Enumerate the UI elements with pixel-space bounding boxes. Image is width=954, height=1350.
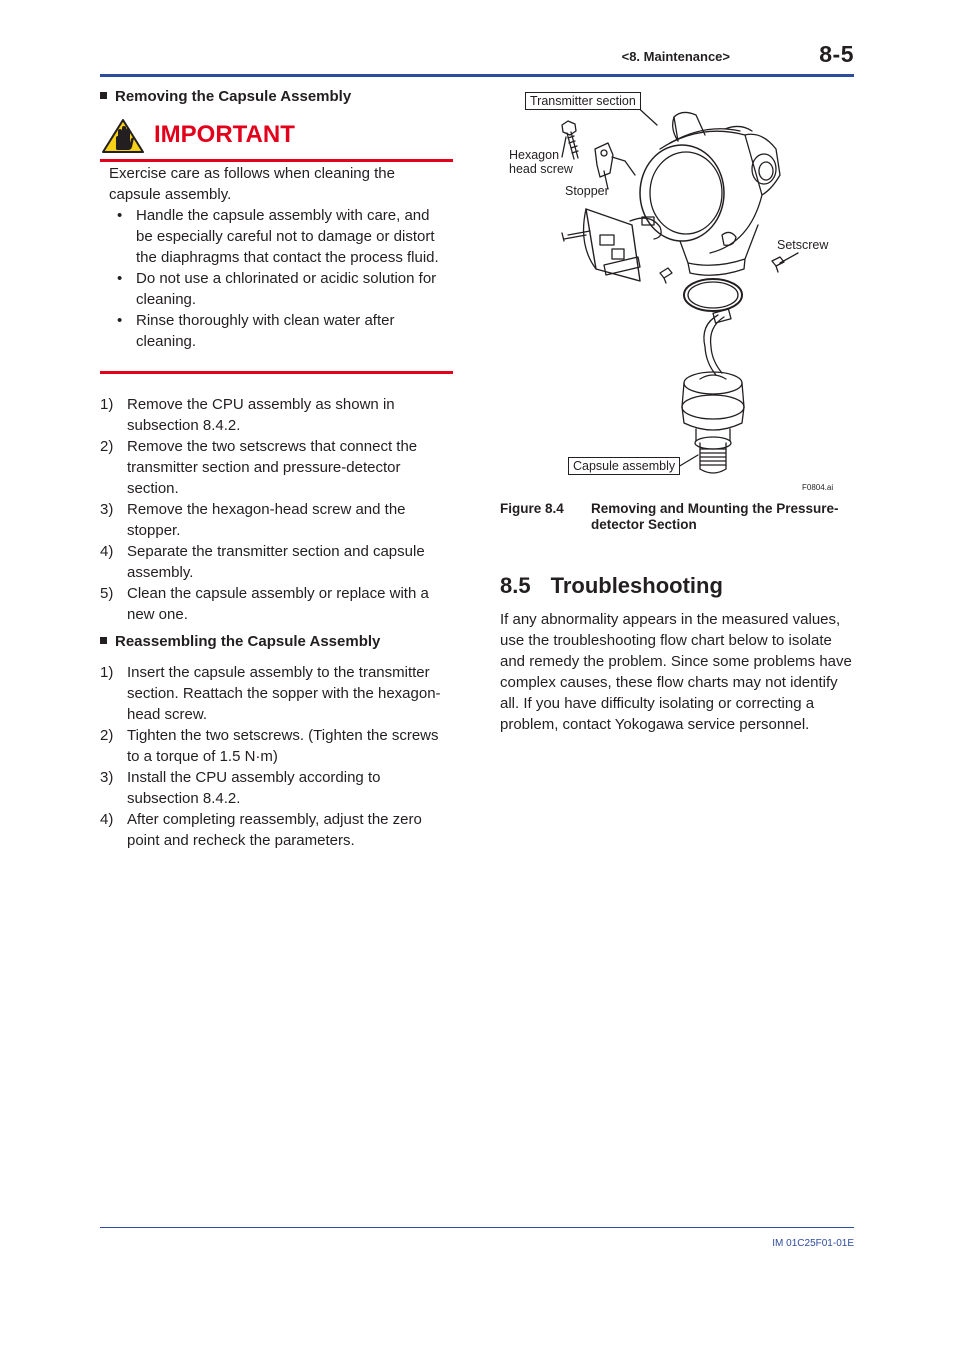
section-heading-troubleshooting: 8.5 Troubleshooting: [500, 573, 723, 598]
list-item: 4) Separate the transmitter section and capsule assembly.: [100, 543, 425, 581]
list-item: 3) Install the CPU assembly according to subsection 8.4.2.: [100, 769, 381, 807]
square-bullet-icon: [100, 92, 107, 99]
figure-label-capsule-assembly: Capsule assembly: [568, 457, 680, 475]
important-notice: [109, 163, 449, 352]
list-item: 3) Remove the hexagon-head screw and the stopper.: [100, 501, 406, 539]
important-intro: Exercise care as follows when cleaning the capsule assembly.: [109, 165, 395, 203]
figure-label-transmitter-section: Transmitter section: [525, 92, 641, 110]
important-bottom-rule: [100, 371, 453, 374]
important-bullet: • Handle the capsule assembly with care, and be especially careful not to damage or distort the diaphragms that contact the process fluid.: [117, 207, 439, 266]
reassembling-steps-list: [100, 662, 451, 851]
document-id: IM 01C25F01-01E: [772, 1238, 854, 1249]
figure-label-setscrew: Setscrew: [777, 238, 829, 252]
warning-hand-icon: [101, 118, 145, 154]
troubleshooting-body: If any abnormality appears in the measured values, use the troubleshooting flow chart below to isolate and remedy the problem. Since some problems have complex causes, these flow charts may not identify all. If you have difficulty isolating or correcting a problem, contact Yokogawa service personnel.: [500, 611, 852, 733]
subsection-heading-removing: Removing the Capsule Assembly: [100, 88, 351, 105]
list-item: 2) Remove the two setscrews that connect the transmitter section and pressure-detector section.: [100, 438, 418, 497]
figure-file-id: F0804.ai: [802, 483, 834, 492]
list-item: 4) After completing reassembly, adjust the zero point and recheck the parameters.: [100, 811, 422, 849]
subsection-heading-reassembling: Reassembling the Capsule Assembly: [100, 633, 380, 650]
important-bullet: • Do not use a chlorinated or acidic solution for cleaning.: [117, 270, 437, 308]
figure-label-hexagon-head-screw: Hexagon head screw: [509, 148, 573, 176]
header-rule: [100, 74, 854, 77]
figure-caption-text: Removing and Mounting the Pressure-detector Section: [591, 501, 839, 532]
running-header-section: <8. Maintenance>: [621, 49, 730, 64]
important-top-rule: [100, 159, 453, 162]
figure-caption-number: Figure 8.4: [500, 501, 564, 516]
footer-rule: [100, 1227, 854, 1228]
list-item: 5) Clean the capsule assembly or replace with a new one.: [100, 585, 429, 623]
page-number: 8-5: [819, 41, 854, 67]
list-item: 2) Tighten the two setscrews. (Tighten the screws to a torque of 1.5 N·m): [100, 727, 439, 765]
important-title: IMPORTANT: [154, 121, 295, 148]
list-item: 1) Insert the capsule assembly to the transmitter section. Reattach the sopper with the hexagon-head screw.: [100, 664, 441, 723]
figure-label-stopper: Stopper: [565, 184, 609, 198]
list-item: 1) Remove the CPU assembly as shown in subsection 8.4.2.: [100, 396, 395, 434]
square-bullet-icon: [100, 637, 107, 644]
capsule-assembly-exploded-drawing: [500, 85, 854, 495]
important-bullet: • Rinse thoroughly with clean water after cleaning.: [117, 312, 395, 350]
removing-steps-list: [100, 394, 450, 625]
